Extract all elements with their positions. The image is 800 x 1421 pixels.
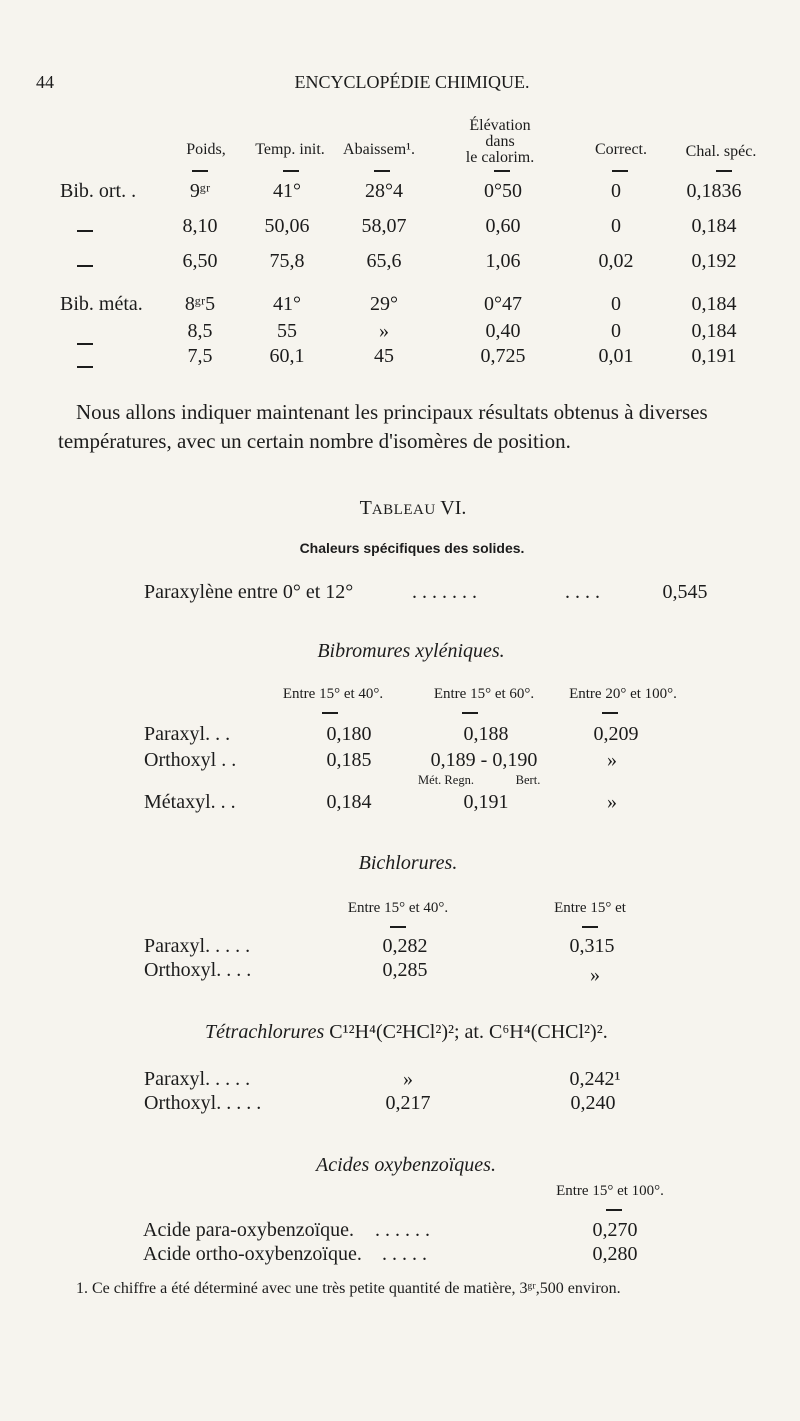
col-rule bbox=[606, 1209, 622, 1211]
cell-elevation: 0°50 bbox=[484, 180, 522, 202]
bibromures-cell: » bbox=[607, 749, 617, 771]
col-elevation-2: dans bbox=[485, 133, 515, 150]
cell-elevation: 0,40 bbox=[485, 320, 521, 342]
cell-abaissement: 28°4 bbox=[365, 180, 403, 202]
bibromures-col-1: Entre 15° et 40°. bbox=[282, 686, 384, 702]
bichlorures-cell: » bbox=[590, 964, 600, 986]
cell-abaissement: 29° bbox=[370, 293, 398, 315]
bichlorures-cell: 0,285 bbox=[382, 959, 428, 981]
col-elevation-3: le calorim. bbox=[465, 149, 535, 166]
tetrachlorures-row-label: Paraxyl. . . . . bbox=[144, 1068, 251, 1090]
tableau-title: TABLEAU VI. bbox=[359, 497, 467, 519]
paraxylene-dots: . . . . bbox=[565, 581, 600, 603]
bichlorures-row-label: Paraxyl. . . . . bbox=[144, 935, 251, 957]
paragraph-line-1: Nous allons indiquer maintenant les principaux résultats obtenus à diverses bbox=[76, 400, 708, 424]
bibromures-col-2: Entre 15° et 60°. bbox=[433, 686, 535, 702]
cell-chal: 0,184 bbox=[691, 320, 737, 342]
tetrachlorures-row-label: Orthoxyl. . . . . bbox=[144, 1092, 262, 1114]
acides-value: 0,270 bbox=[592, 1219, 638, 1241]
col-rule bbox=[192, 170, 208, 172]
tetrachlorures-cell: » bbox=[403, 1068, 413, 1090]
bibromures-row-label: Orthoxyl . . bbox=[144, 749, 237, 771]
col-rule bbox=[322, 712, 338, 714]
col-elevation-1: Élévation bbox=[469, 117, 531, 134]
acides-col: Entre 15° et 100°. bbox=[556, 1183, 664, 1199]
col-rule bbox=[612, 170, 628, 172]
row-label: Bib. ort. . bbox=[60, 180, 137, 202]
cell-correct: 0 bbox=[611, 293, 621, 315]
paraxylene-label: Paraxylène entre 0° et 12° bbox=[144, 581, 354, 603]
bibromures-row-label: Métaxyl. . . bbox=[144, 791, 236, 813]
tetrachlorures-cell: 0,217 bbox=[385, 1092, 431, 1114]
bibromures-col-3: Entre 20° et 100°. bbox=[569, 686, 677, 702]
cell-correct: 0 bbox=[611, 320, 621, 342]
acides-value: 0,280 bbox=[592, 1243, 638, 1265]
cell-abaissement: » bbox=[379, 320, 389, 342]
col-rule bbox=[462, 712, 478, 714]
cell-abaissement: 58,07 bbox=[361, 215, 407, 237]
bibromures-cell: » bbox=[607, 791, 617, 813]
bibromures-cell: 0,189 - 0,190 bbox=[430, 749, 538, 771]
bibromures-cell: 0,185 bbox=[326, 749, 372, 771]
bibromures-row-label: Paraxyl. . . bbox=[144, 723, 231, 745]
bibromures-title: Bibromures xyléniques. bbox=[317, 640, 505, 662]
acides-dots: . . . . . . bbox=[375, 1219, 430, 1241]
col-abaissement: Abaissem¹. bbox=[343, 141, 415, 158]
cell-abaissement: 65,6 bbox=[366, 250, 402, 272]
tetrachlorures-cell: 0,242¹ bbox=[569, 1068, 621, 1090]
ditto-dash bbox=[77, 343, 93, 345]
cell-elevation: 0°47 bbox=[484, 293, 522, 315]
cell-temp: 50,06 bbox=[264, 215, 310, 237]
cell-temp: 41° bbox=[273, 180, 301, 202]
tableau-subtitle: Chaleurs spécifiques des solides. bbox=[299, 540, 525, 556]
tetrachlorures-cell: 0,240 bbox=[570, 1092, 616, 1114]
ditto-dash bbox=[77, 265, 93, 267]
col-rule bbox=[390, 926, 406, 928]
cell-poids: 9ᵍʳ bbox=[189, 180, 211, 202]
bichlorures-row-label: Orthoxyl. . . . bbox=[144, 959, 252, 981]
acides-row-label: Acide ortho-oxybenzoïque. bbox=[143, 1243, 362, 1265]
paragraph-line-2: températures, avec un certain nombre d'isomères de position. bbox=[58, 429, 571, 453]
col-temp: Temp. init. bbox=[255, 141, 325, 158]
bichlorures-col-1: Entre 15° et 40°. bbox=[347, 900, 449, 916]
col-rule bbox=[716, 170, 732, 172]
row-label: Bib. méta. bbox=[60, 293, 143, 315]
cell-chal: 0,184 bbox=[691, 293, 737, 315]
bichlorures-title: Bichlorures. bbox=[358, 852, 458, 874]
bichlorures-cell: 0,315 bbox=[569, 935, 615, 957]
bibromures-cell: 0,191 bbox=[463, 791, 509, 813]
cell-temp: 55 bbox=[277, 320, 297, 342]
bibromures-cell: 0,188 bbox=[463, 723, 509, 745]
cell-elevation: 1,06 bbox=[485, 250, 521, 272]
col-correct: Correct. bbox=[595, 141, 647, 158]
cell-correct: 0,02 bbox=[598, 250, 634, 272]
col-rule bbox=[494, 170, 510, 172]
col-rule bbox=[602, 712, 618, 714]
acides-title: Acides oxybenzoïques. bbox=[316, 1154, 496, 1176]
bibromures-cell: 0,209 bbox=[593, 723, 639, 745]
cell-elevation: 0,60 bbox=[485, 215, 521, 237]
acides-row-label: Acide para-oxybenzoïque. bbox=[143, 1219, 355, 1241]
running-title: ENCYCLOPÉDIE CHIMIQUE. bbox=[294, 72, 530, 92]
ditto-dash bbox=[77, 230, 93, 232]
cell-chal: 0,191 bbox=[691, 345, 737, 367]
cell-correct: 0,01 bbox=[598, 345, 634, 367]
cell-temp: 41° bbox=[273, 293, 301, 315]
col-poids: Poids, bbox=[186, 141, 226, 158]
col-rule bbox=[582, 926, 598, 928]
cell-temp: 60,1 bbox=[269, 345, 305, 367]
cell-poids: 7,5 bbox=[187, 345, 213, 367]
page-number: 44 bbox=[36, 72, 54, 92]
bibromures-cell: 0,180 bbox=[326, 723, 372, 745]
cell-correct: 0 bbox=[611, 180, 621, 202]
cell-poids: 8,10 bbox=[182, 215, 218, 237]
ditto-dash bbox=[77, 366, 93, 368]
cell-chal: 0,192 bbox=[691, 250, 737, 272]
cell-poids: 8ᵍʳ5 bbox=[184, 293, 216, 315]
acides-dots: . . . . . bbox=[382, 1243, 427, 1265]
cell-chal: 0,184 bbox=[691, 215, 737, 237]
cell-correct: 0 bbox=[611, 215, 621, 237]
col-rule bbox=[374, 170, 390, 172]
footnote: 1. Ce chiffre a été déterminé avec une très petite quantité de matière, 3ᵍʳ,500 environ. bbox=[76, 1280, 621, 1297]
cell-elevation: 0,725 bbox=[480, 345, 526, 367]
col-rule bbox=[283, 170, 299, 172]
cell-poids: 8,5 bbox=[187, 320, 213, 342]
cell-abaissement: 45 bbox=[374, 345, 394, 367]
bibromures-note-met: Mét. Regn. bbox=[418, 773, 474, 787]
tetrachlorures-title: Tétrachlorures C¹²H⁴(C²HCl²)²; at. C⁶H⁴(CHCl²)². bbox=[205, 1021, 608, 1043]
bibromures-cell: 0,184 bbox=[326, 791, 372, 813]
paraxylene-dots: . . . . . . . bbox=[412, 581, 477, 603]
bichlorures-col-2: Entre 15° et bbox=[554, 900, 626, 916]
cell-chal: 0,1836 bbox=[686, 180, 742, 202]
col-chal: Chal. spéc. bbox=[685, 143, 757, 160]
cell-temp: 75,8 bbox=[269, 250, 305, 272]
bibromures-note-bert: Bert. bbox=[515, 773, 541, 787]
bichlorures-cell: 0,282 bbox=[382, 935, 428, 957]
paraxylene-value: 0,545 bbox=[662, 581, 708, 603]
cell-poids: 6,50 bbox=[182, 250, 218, 272]
